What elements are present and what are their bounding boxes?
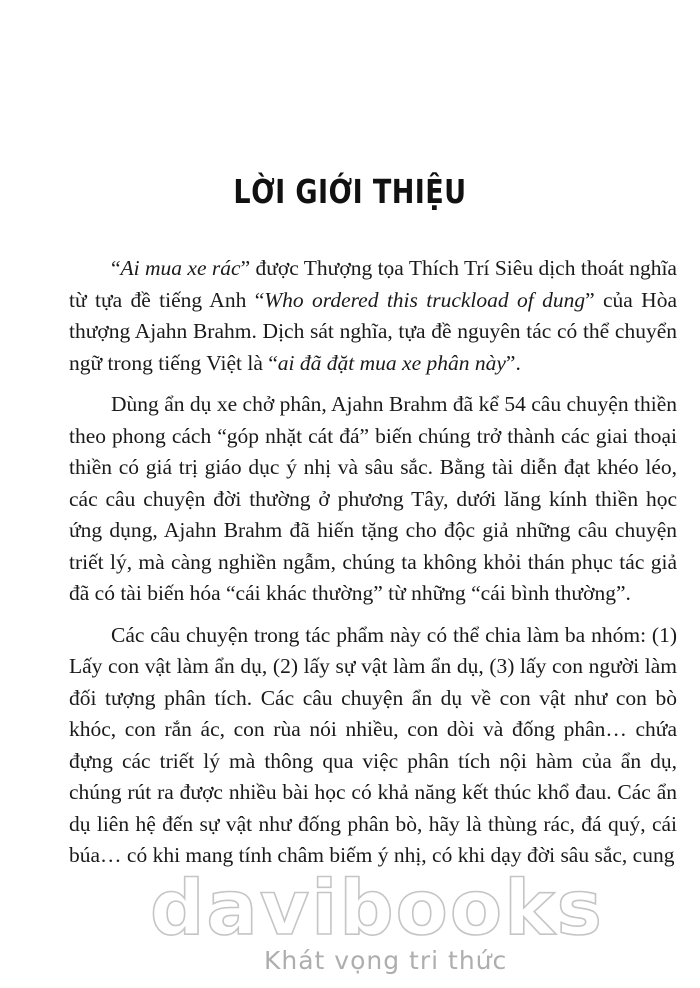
page-title: LỜI GIỚI THIỆU <box>233 172 467 211</box>
italic-text: ai đã đặt mua xe phân này <box>277 350 506 375</box>
watermark-logo: davibooks <box>150 863 604 952</box>
paragraph-2 <box>69 389 677 610</box>
paragraph-3 <box>69 620 677 872</box>
text-run: ” được Thượng tọa Thích Trí Siêu dịch thoát nghĩa từ tựa đề tiếng Anh “ <box>69 256 677 312</box>
text-run: Các câu chuyện trong tác phẩm này có thể chia làm ba nhóm: (1) Lấy con vật làm ẩn dụ, (2) lấy sự vật làm ẩn dụ, (3) lấy con người làm đối tượng phân tích. Các câu chuyện ẩn dụ về con vật như con bò khóc, con rắn ác, con rùa nói nhiều, con dòi và đống phân… chứa đựng các triết lý mà thông qua việc phân tích nội hàm của ẩn dụ, chúng rút ra được nhiều bài học có khả năng kết thúc khổ đau. Các ẩn dụ liên hệ đến sự vật như đống phân bò, hãy là thùng rác, đá quý, cái búa… có khi mang tính châm biếm ý nhị, có khi dạy đời sâu sắc, cung <box>69 622 677 867</box>
text-run: ” của Hòa thượng Ajahn Brahm. Dịch sát nghĩa, tựa đề nguyên tác có thể chuyển ngữ trong tiếng Việt là “ <box>69 287 677 375</box>
body-text <box>69 253 677 872</box>
paragraph-1 <box>69 253 677 379</box>
watermark-tagline: Khát vọng tri thức <box>264 946 508 975</box>
italic-text: Who ordered this truckload of dung <box>264 287 586 312</box>
text-run: “ <box>111 256 121 280</box>
text-run: Dùng ẩn dụ xe chở phân, Ajahn Brahm đã kể 54 câu chuyện thiền theo phong cách “góp nhặt cát đá” biến chúng trở thành các giai thoại thiền có giá trị giáo dục ý nhị và sâu sắc. Bằng tài diễn đạt khéo léo, các câu chuyện đời thường ở phương Tây, dưới lăng kính thiền học ứng dụng, Ajahn Brahm đã hiến tặng cho độc giả những câu chuyện triết lý, mà càng nghiền ngẫm, chúng ta không khỏi thán phục tác giả đã có tài biến hóa “cái khác thường” từ những “cái bình thường”. <box>69 392 677 605</box>
italic-text: Ai mua xe rác <box>120 256 241 280</box>
text-run: ”. <box>505 350 521 375</box>
